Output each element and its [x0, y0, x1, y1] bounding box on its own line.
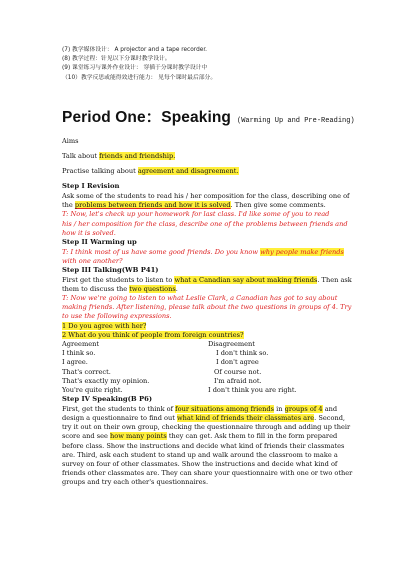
step-heading: Step II Warming up	[62, 238, 137, 247]
step-heading: Step IV Speaking(B P6)	[62, 395, 153, 404]
paragraph-line: Ask some of the students to read his / her composition for the class, describing one of	[62, 192, 350, 201]
paragraph-line: design a questionnaire to find out what kind of friends their classmates are. Second,	[62, 414, 346, 423]
page-title	[62, 105, 370, 127]
teacher-line: to use the following expressions.	[62, 312, 172, 321]
question: 1 Do you agree with her?	[62, 321, 147, 330]
aim-item: Practise talking about agreement and disagreement.	[62, 167, 239, 176]
table-row: You're quite right. I don't think you are right.	[62, 386, 297, 395]
question: 2 What do you think of people from foreign countries?	[62, 330, 244, 339]
paragraph-line: First, get the students to think of four situations among friends in groups of 4 and	[62, 404, 338, 413]
highlight: how many points	[109, 432, 167, 441]
list-item: (7) 教学媒体设计： A projector and a tape recorder.	[62, 47, 208, 53]
step2-section	[62, 238, 370, 266]
paragraph-line: groups and try each other's questionnaires.	[62, 478, 209, 487]
table-row: I think so. I don't think so.	[62, 349, 269, 358]
paragraph-line: before class. Show the instructions and decide what kind of friends their classmates	[62, 441, 345, 450]
highlight: two questions	[129, 284, 176, 293]
step-heading: Step III Talking(WB P41)	[62, 266, 159, 275]
paragraph-line: First get the students to listen to what a Canadian say about making friends. Then ask	[62, 275, 352, 284]
step1-section	[62, 182, 370, 238]
highlight: what kind of friends their classmates are	[177, 414, 315, 423]
paragraph-line: friends other classmates are. They can share your questionnaire with one or two other	[62, 469, 353, 478]
list-item: (8) 教学过程：针见以下分课时教学设计。	[62, 56, 171, 63]
step3-section	[62, 266, 370, 395]
table-row: That's exactly my opinion. I'm afraid not.	[62, 376, 262, 385]
step4-section	[62, 395, 370, 487]
highlight: why people make friends	[260, 247, 344, 256]
highlight: problems between friends and how it is solved	[74, 201, 231, 210]
table-row: That's correct. Of course not.	[62, 367, 262, 376]
paragraph-line: them to discuss the two questions.	[62, 284, 178, 293]
step-heading: Step I Revision	[62, 182, 120, 191]
paragraph-line: are. Third, ask each student to stand up and walk around the classroom to make a	[62, 450, 338, 459]
list-item: （10）教学反思或能得效进行能力： 见每个课时最后部分。	[62, 74, 217, 81]
highlight: groups of 4	[284, 404, 323, 413]
aims-heading: Aims	[62, 136, 79, 145]
teacher-line: T: Now we're going to listen to what Leslie Clark, a Canadian has got to say about	[62, 294, 338, 303]
teacher-line: how it is solved.	[62, 228, 116, 237]
table-row: I agree. I don't agree	[62, 358, 259, 367]
list-item: (9) 课堂练习与课外作业设计： 穿插于分课时教学设计中	[62, 65, 208, 72]
lesson-plan-list	[62, 46, 370, 83]
aim-item: Talk about friends and friendship.	[62, 152, 176, 161]
highlight: agreement and disagreement.	[137, 167, 239, 176]
teacher-line: T: I think most of us have some good friends. Do you know why people make friends	[62, 247, 344, 256]
paragraph-line: try it out on their own group, checking the questionnaire through and adding up their	[62, 423, 351, 432]
title-main: Period One：Speaking	[62, 108, 231, 126]
title-sub: (Warming Up and Pre-Reading)	[237, 116, 355, 125]
table-header: Agreement Disagreement	[62, 340, 255, 349]
paragraph-line: the problems between friends and how it is solved. Then give some comments.	[62, 201, 326, 210]
teacher-line: his / her composition for the class, describe one of the problems between friends and	[62, 219, 348, 228]
expressions-table	[62, 340, 370, 395]
highlight: four situations among friends	[175, 404, 275, 413]
teacher-line: with one another?	[62, 256, 123, 265]
teacher-line: making friends. After listening, please talk about the two questions in groups of 4. Try	[62, 303, 352, 312]
highlight: what a Canadian say about making friends	[174, 275, 318, 284]
highlight: friends and friendship.	[99, 152, 176, 161]
paragraph-line: survey on four of other classmates. Show the instructions and decide what kind of	[62, 460, 338, 469]
paragraph-line: score and see how many points they can get. Ask them to fill in the form prepared	[62, 432, 338, 441]
aims-section	[62, 137, 370, 183]
teacher-line: T: Now, let's check up your homework for last class. I'd like some of you to read	[62, 210, 330, 219]
